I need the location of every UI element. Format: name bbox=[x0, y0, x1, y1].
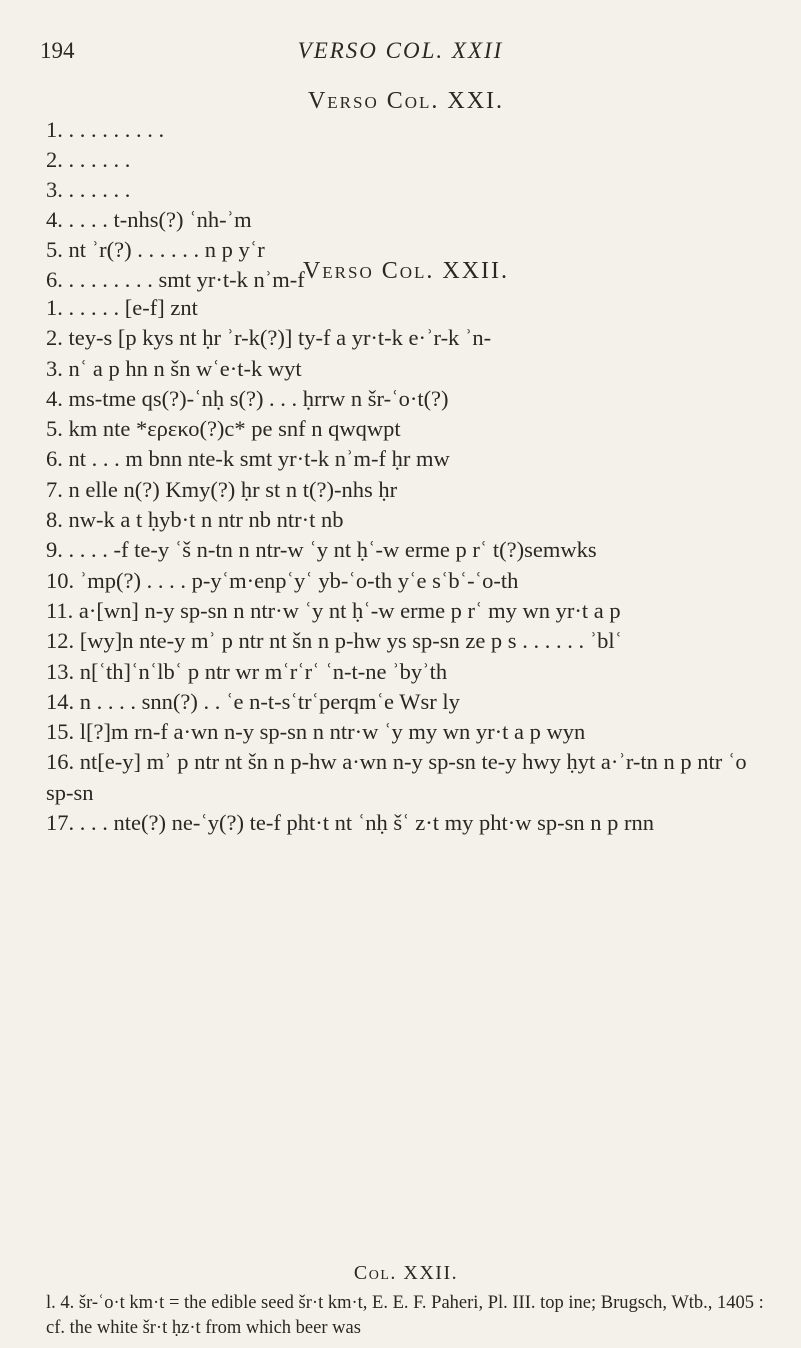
text-line: 12. [wy]n nte-y mʾ p ntr nt šn n p-hw ys sp-sn ze p s . . . . . . ʾblʿ bbox=[46, 628, 623, 654]
text-line: 16. nt[e-y] mʾ p ntr nt šn n p-hw a·wn n-y sp-sn te-y hwy ḥyt a·ʾr-tn n p ntr ʿo sp-sn bbox=[46, 749, 747, 805]
text-line: 2. . . . . . . bbox=[46, 147, 131, 172]
text-line: 9. . . . . -f te-y ʿš n-tn n ntr-w ʿy nt ḥʿ-w erme p rʿ t(?)semwks bbox=[46, 537, 597, 563]
text-line: 11. a·[wn] n-y sp-sn n ntr·w ʿy nt ḥʿ-w erme p rʿ my wn yr·t a p bbox=[46, 597, 621, 623]
text-line: 3. nʿ a p hn n šn wʿe·t-k wyt bbox=[46, 355, 302, 381]
page-number: 194 bbox=[40, 38, 75, 63]
text-line: 8. nw-k a t ḥyb·t n ntr nb ntr·t nb bbox=[46, 507, 344, 533]
text-line: 1. . . . . . . . . . bbox=[46, 117, 165, 142]
column-xxii-heading: Verso Col. XXII. bbox=[302, 258, 510, 284]
text-line: 4. . . . . t-nhs(?) ʿnh-ʾm bbox=[46, 207, 252, 232]
text-line: 1. . . . . . [e-f] znt bbox=[46, 295, 198, 320]
text-line: 15. l[?]m rn-f a·wn n-y sp-sn n ntr·w ʿy my wn yr·t a p wyn bbox=[46, 719, 586, 745]
text-line: 13. n[ʿth]ʿnʿlbʿ p ntr wr mʿrʿrʿ ʿn-t-ne ʾbyʾth bbox=[46, 658, 448, 684]
column-xxi-heading: Verso Col. XXI. bbox=[307, 88, 505, 114]
footnote bbox=[46, 1262, 766, 1341]
running-head bbox=[40, 38, 761, 78]
text-line: 14. n . . . . snn(?) . . ʿe n-t-sʿtrʿperqmʿe Wsr ly bbox=[46, 688, 460, 714]
text-line: 10. ʾmp(?) . . . . p-yʿm·enpʿyʿ yb-ʿo-th yʿe sʿbʿ-ʿo-th bbox=[46, 567, 519, 593]
text-line: 2. tey-s [p kys nt ḥr ʾr-k(?)] ty-f a yr·t-k e·ʾr-k ʾn- bbox=[46, 325, 492, 351]
text-line: 3. . . . . . . bbox=[46, 177, 131, 202]
text-line: 5. nt ʾr(?) . . . . . . n p yʿr bbox=[46, 237, 265, 262]
running-head-title: VERSO COL. XXII bbox=[297, 38, 504, 63]
footnote-title: Col. XXII. bbox=[353, 1262, 459, 1284]
text-line: 7. n elle n(?) Kmy(?) ḥr st n t(?)-nhs ḥr bbox=[46, 476, 398, 502]
text-line: 6. . . . . . . . . smt yr·t-k nʾm-f bbox=[46, 267, 305, 292]
text-line: 6. nt . . . m bnn nte-k smt yr·t-k nʾm-f ḥr mw bbox=[46, 446, 450, 472]
text-line: 5. km nte *ερεκο(?)c* pe snf n qwqwpt bbox=[46, 416, 401, 442]
footnote-text: l. 4. šr-ʿo·t km·t = the edible seed šr·t km·t, E. E. F. Paheri, Pl. III. top ine; Brugsch, Wtb., 1405 : cf. the white šr·t ḥz·t from which beer was bbox=[46, 1293, 764, 1338]
text-line: 17. . . . nte(?) ne-ʿy(?) te-f pht·t nt ʿnḥ šʿ z·t my pht·w sp-sn n p rnn bbox=[46, 810, 654, 836]
text-line: 4. ms-tme qs(?)-ʿnḥ s(?) . . . ḥrrw n šr-ʿo·t(?) bbox=[46, 385, 449, 411]
column-xxii-section bbox=[46, 258, 766, 838]
